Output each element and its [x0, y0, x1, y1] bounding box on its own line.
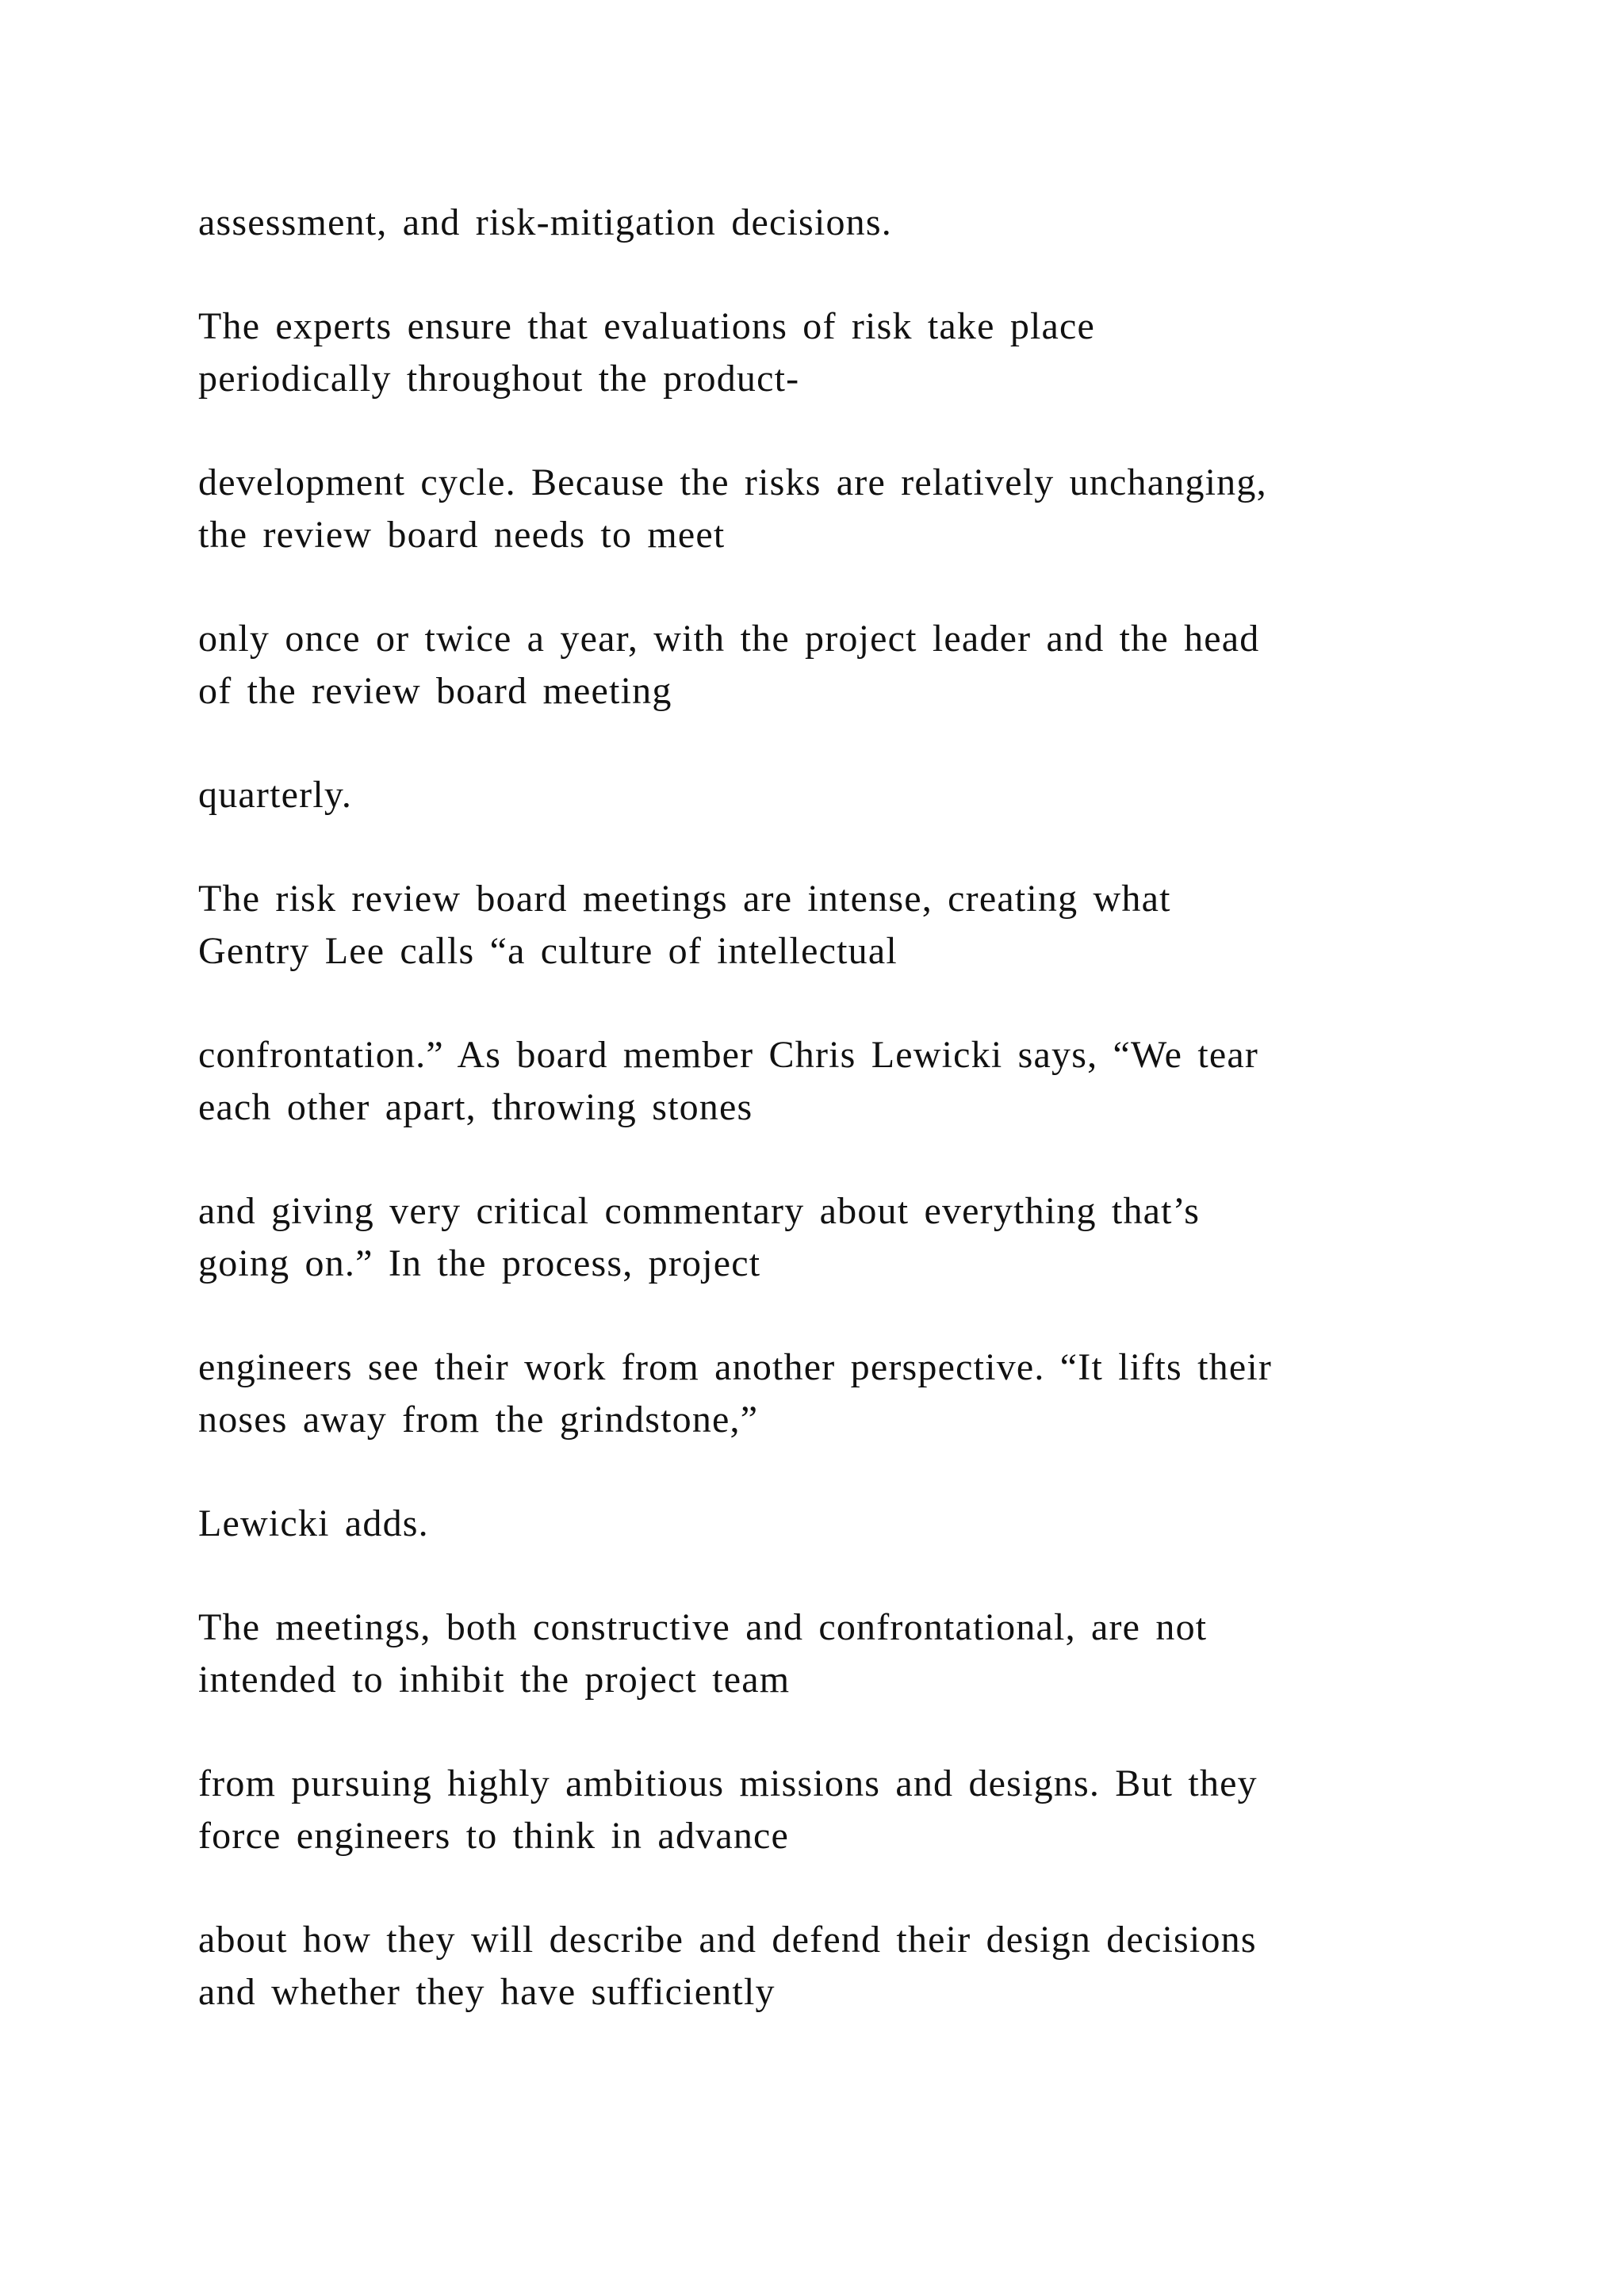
paragraph-line: The risk review board meetings are intense, creating what [198, 878, 1171, 920]
paragraph-line: Gentry Lee calls “a culture of intellectual [198, 930, 898, 972]
paragraph-12 [198, 1758, 1515, 1862]
paragraph-line: and giving very critical commentary about everything that’s [198, 1190, 1201, 1232]
paragraph-4 [198, 613, 1515, 718]
paragraph-line: about how they will describe and defend their design decisions [198, 1919, 1257, 1961]
paragraph-9 [198, 1341, 1515, 1446]
paragraph-line: noses away from the grindstone,” [198, 1399, 759, 1441]
paragraph-8 [198, 1185, 1515, 1290]
paragraph-11 [198, 1601, 1515, 1706]
paragraph-line: going on.” In the process, project [198, 1242, 761, 1284]
paragraph-line: assessment, and risk-mitigation decisions. [198, 201, 892, 243]
paragraph-2 [198, 300, 1515, 405]
paragraph-line: from pursuing highly ambitious missions and designs. But they [198, 1762, 1258, 1804]
paragraph-line: quarterly. [198, 774, 353, 816]
paragraph-line: each other apart, throwing stones [198, 1086, 753, 1128]
paragraph-line: engineers see their work from another perspective. “It lifts their [198, 1346, 1273, 1388]
paragraph-line: periodically throughout the product- [198, 358, 800, 400]
paragraph-line: of the review board meeting [198, 670, 672, 712]
paragraph-line: intended to inhibit the project team [198, 1659, 791, 1701]
paragraph-line: development cycle. Because the risks are relatively unchanging, [198, 461, 1267, 503]
paragraph-10 [198, 1498, 1515, 1550]
paragraph-1 [198, 197, 1515, 249]
paragraph-line: Lewicki adds. [198, 1502, 429, 1544]
paragraph-line: the review board needs to meet [198, 514, 726, 556]
paragraph-line: The meetings, both constructive and confrontational, are not [198, 1606, 1208, 1648]
paragraph-line: confrontation.” As board member Chris Lewicki says, “We tear [198, 1034, 1259, 1076]
paragraph-line: and whether they have sufficiently [198, 1971, 776, 2013]
paragraph-6 [198, 873, 1515, 978]
paragraph-5 [198, 769, 1515, 821]
paragraph-line: The experts ensure that evaluations of risk take place [198, 305, 1096, 347]
paragraph-13 [198, 1914, 1515, 2019]
paragraph-line: only once or twice a year, with the project leader and the head [198, 618, 1260, 660]
paragraph-line: force engineers to think in advance [198, 1815, 790, 1857]
paragraph-3 [198, 457, 1515, 561]
paragraph-7 [198, 1029, 1515, 1134]
body-text [198, 197, 1515, 2070]
